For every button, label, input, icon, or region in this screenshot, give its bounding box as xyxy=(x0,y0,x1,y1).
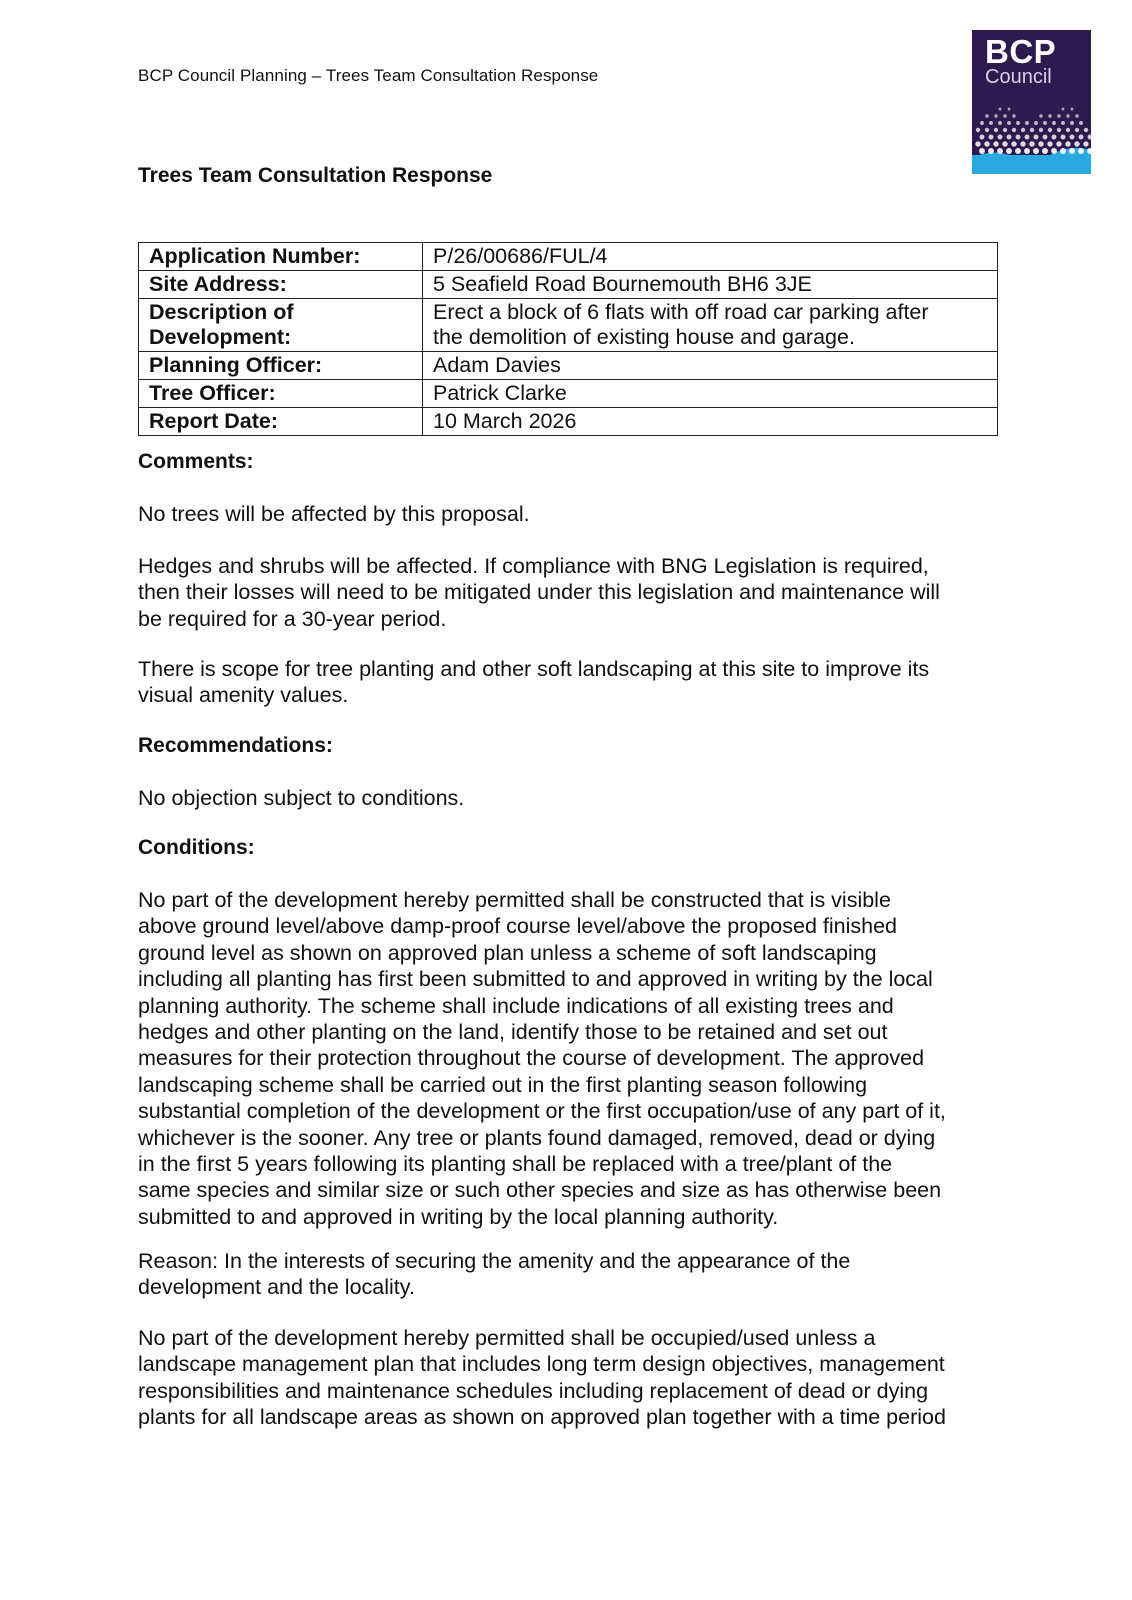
table-row xyxy=(139,352,998,380)
recommendations-heading: Recommendations: xyxy=(138,734,333,757)
comments-heading: Comments: xyxy=(138,450,254,473)
document-title: Trees Team Consultation Response xyxy=(138,164,493,187)
logo-bcp-text: BCP xyxy=(985,33,1057,70)
info-value-planning-officer: Adam Davies xyxy=(423,352,998,380)
table-row xyxy=(139,408,998,436)
condition-2-text: No part of the development hereby permitted shall be occupied/used unless a landscape management plan that includes long term design objectives, management responsibilities and maintenance schedules including replacement of dead or dying plants for all landscape areas as shown on approved plan together with a time period xyxy=(138,1326,946,1430)
condition-1-reason: Reason: In the interests of securing the amenity and the appearance of the development and the locality. xyxy=(138,1249,851,1300)
info-label-report-date: Report Date: xyxy=(139,408,423,436)
comments-paragraph-1: No trees will be affected by this proposal. xyxy=(138,502,530,526)
table-row xyxy=(139,299,998,352)
comments-paragraph-2: Hedges and shrubs will be affected. If compliance with BNG Legislation is required, then their losses will need to be mitigated under this legislation and maintenance will be required for a 30-year period. xyxy=(138,554,940,631)
info-label-planning-officer: Planning Officer: xyxy=(139,352,423,380)
application-info-table xyxy=(138,242,998,436)
info-value-description: Erect a block of 6 flats with off road car parking after the demolition of existing house and garage. xyxy=(423,299,998,352)
table-row xyxy=(139,243,998,271)
condition-1-text: No part of the development hereby permitted shall be constructed that is visible above ground level/above damp-proof course level/above the proposed finished ground level as shown on approved plan unless a scheme of soft landscaping including all planting has first been submitted to and approved in writing by the local planning authority. The scheme shall include indications of all existing trees and hedges and other planting on the land, identify those to be retained and set out measures for their protection throughout the course of development. The approved landscaping scheme shall be carried out in the first planting season following substantial completion of the development or the first occupation/use of any part of it, whichever is the sooner. Any tree or plants found damaged, removed, dead or dying in the first 5 years following its planting shall be replaced with a tree/plant of the same species and similar size or such other species and size as has otherwise been submitted to and approved in writing by the local planning authority. xyxy=(138,888,946,1229)
info-label-description: Description of Development: xyxy=(139,299,423,352)
comments-paragraph-3: There is scope for tree planting and other soft landscaping at this site to improve its visual amenity values. xyxy=(138,657,930,708)
info-label-application-number: Application Number: xyxy=(139,243,423,271)
conditions-heading: Conditions: xyxy=(138,836,255,859)
running-header: BCP Council Planning – Trees Team Consultation Response xyxy=(138,66,599,85)
info-value-application-number: P/26/00686/FUL/4 xyxy=(423,243,998,271)
table-row xyxy=(139,271,998,299)
logo-council-text: Council xyxy=(985,66,1052,88)
bcp-council-logo xyxy=(972,30,1091,174)
info-label-tree-officer: Tree Officer: xyxy=(139,380,423,408)
info-value-tree-officer: Patrick Clarke xyxy=(423,380,998,408)
info-value-report-date: 10 March 2026 xyxy=(423,408,998,436)
recommendations-paragraph: No objection subject to conditions. xyxy=(138,786,465,810)
table-row xyxy=(139,380,998,408)
info-value-site-address: 5 Seafield Road Bournemouth BH6 3JE xyxy=(423,271,998,299)
info-label-site-address: Site Address: xyxy=(139,271,423,299)
